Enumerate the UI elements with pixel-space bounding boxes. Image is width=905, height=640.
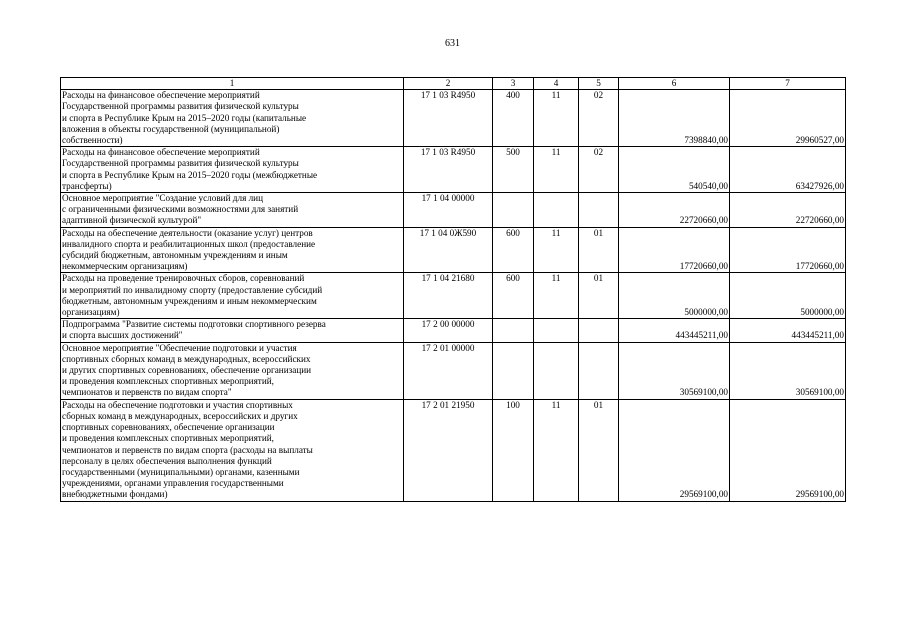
cell-expense-type [493, 319, 534, 342]
cell-amount-7: 30569100,00 [730, 342, 846, 399]
cell-amount-7: 29569100,00 [730, 399, 846, 501]
cell-section: 11 [534, 399, 579, 501]
cell-expense-type [493, 342, 534, 399]
cell-subsection: 02 [579, 147, 619, 193]
table-row [61, 273, 846, 319]
cell-description: Основное мероприятие "Создание условий для лиц с ограниченными физическими возможностями для занятий адаптивной физической культурой" [61, 193, 404, 228]
cell-target-article: 17 2 01 00000 [404, 342, 493, 399]
cell-section [534, 342, 579, 399]
table-row [61, 227, 846, 273]
table-row [61, 319, 846, 342]
cell-amount-6: 29569100,00 [619, 399, 730, 501]
header-cell: 5 [579, 78, 619, 90]
table-header-row [61, 78, 846, 90]
cell-expense-type: 600 [493, 227, 534, 273]
cell-subsection [579, 193, 619, 228]
cell-amount-7: 443445211,00 [730, 319, 846, 342]
cell-amount-6: 540540,00 [619, 147, 730, 193]
cell-amount-6: 30569100,00 [619, 342, 730, 399]
cell-description: Расходы на финансовое обеспечение мероприятий Государственной программы развития физической культуры и спорта в Республике Крым на 2015–2020 годы (межбюджетные трансферты) [61, 147, 404, 193]
cell-subsection [579, 342, 619, 399]
table-row [61, 342, 846, 399]
cell-section: 11 [534, 273, 579, 319]
cell-expense-type: 100 [493, 399, 534, 501]
cell-expense-type: 500 [493, 147, 534, 193]
cell-description: Основное мероприятие "Обеспечение подготовки и участия спортивных сборных команд в международных, всероссийских и других спортивных соревнованиях, обеспечение организации и проведения комплексных спортивных мероприятий, чемпионатов и первенств по видам спорта" [61, 342, 404, 399]
cell-section [534, 319, 579, 342]
cell-amount-7: 29960527,00 [730, 90, 846, 147]
cell-target-article: 17 1 04 21680 [404, 273, 493, 319]
cell-subsection: 01 [579, 399, 619, 501]
cell-section: 11 [534, 227, 579, 273]
cell-subsection: 01 [579, 227, 619, 273]
cell-description: Расходы на обеспечение деятельности (оказание услуг) центров инвалидного спорта и реабилитационных школ (предоставление субсидий бюджетным, автономным учреждениям и иным некоммерческим организациям) [61, 227, 404, 273]
cell-section: 11 [534, 147, 579, 193]
cell-amount-6: 7398840,00 [619, 90, 730, 147]
cell-section [534, 193, 579, 228]
cell-amount-6: 17720660,00 [619, 227, 730, 273]
header-cell: 7 [730, 78, 846, 90]
cell-amount-7: 5000000,00 [730, 273, 846, 319]
header-cell: 3 [493, 78, 534, 90]
cell-section: 11 [534, 90, 579, 147]
cell-subsection [579, 319, 619, 342]
cell-subsection: 02 [579, 90, 619, 147]
table-row [61, 399, 846, 501]
cell-target-article: 17 1 04 0Ж590 [404, 227, 493, 273]
cell-description: Подпрограмма "Развитие системы подготовки спортивного резерва и спорта высших достижений" [61, 319, 404, 342]
table-row [61, 147, 846, 193]
table-body [61, 78, 846, 502]
cell-amount-6: 5000000,00 [619, 273, 730, 319]
page-number: 631 [445, 38, 460, 49]
header-cell: 2 [404, 78, 493, 90]
table-row [61, 193, 846, 228]
cell-expense-type: 400 [493, 90, 534, 147]
cell-amount-7: 22720660,00 [730, 193, 846, 228]
cell-subsection: 01 [579, 273, 619, 319]
header-cell: 4 [534, 78, 579, 90]
cell-description: Расходы на финансовое обеспечение мероприятий Государственной программы развития физической культуры и спорта в Республике Крым на 2015–2020 годы (капитальные вложения в объекты государственной (муниципальной) собственности) [61, 90, 404, 147]
cell-target-article: 17 2 01 21950 [404, 399, 493, 501]
budget-table [60, 77, 846, 502]
cell-target-article: 17 1 03 R4950 [404, 90, 493, 147]
cell-amount-7: 63427926,00 [730, 147, 846, 193]
cell-expense-type: 600 [493, 273, 534, 319]
cell-amount-6: 22720660,00 [619, 193, 730, 228]
cell-expense-type [493, 193, 534, 228]
cell-target-article: 17 1 03 R4950 [404, 147, 493, 193]
header-cell: 6 [619, 78, 730, 90]
table-row [61, 90, 846, 147]
cell-description: Расходы на обеспечение подготовки и участия спортивных сборных команд в международных, всероссийских и других спортивных соревнованиях, обеспечение организации и проведения комплексных спортивных мероприятий, чемпионатов и первенств по видам спорта (расходы на выплаты персоналу в целях обеспечения выполнения функций государственными (муниципальными) органами, казенными учреждениями, органами управления государственными внебюджетными фондами) [61, 399, 404, 501]
cell-amount-6: 443445211,00 [619, 319, 730, 342]
cell-target-article: 17 1 04 00000 [404, 193, 493, 228]
cell-description: Расходы на проведение тренировочных сборов, соревнований и мероприятий по инвалидному спорту (предоставление субсидий бюджетным, автономным учреждениям и иным некоммерческим организациям) [61, 273, 404, 319]
cell-amount-7: 17720660,00 [730, 227, 846, 273]
header-cell: 1 [61, 78, 404, 90]
cell-target-article: 17 2 00 00000 [404, 319, 493, 342]
